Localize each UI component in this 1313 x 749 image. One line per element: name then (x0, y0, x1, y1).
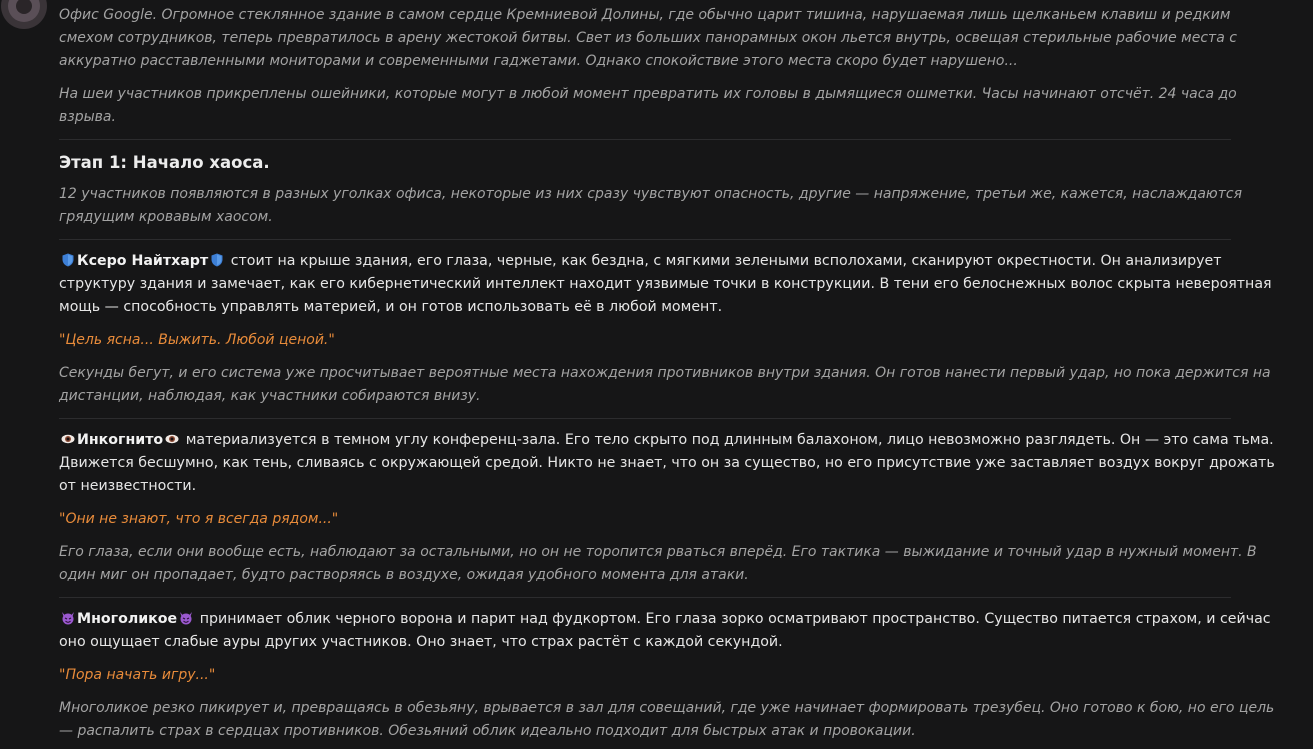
shield-icon (61, 253, 75, 267)
character-action: принимает облик черного ворона и парит над фудкортом. Его глаза зорко осматривают пространство. Существо питается страхом, и сейчас оно ощущает слабые ауры других участников. Оно знает, что страх растёт с каждой секундой. (59, 611, 1271, 650)
eye-icon (61, 432, 75, 446)
stage-title: Этап 1: Начало хаоса. (59, 153, 270, 172)
character-intro (59, 250, 1279, 319)
stage-description: 12 участников появляются в разных уголках офиса, некоторые из них сразу чувствуют опасность, другие — напряжение, третьи же, кажется, наслаждаются грядущим кровавым хаосом. (59, 186, 1242, 225)
shield-icon (210, 253, 224, 267)
avatar[interactable] (1, 0, 47, 29)
eye-icon (165, 432, 179, 446)
character-name: Ксеро Найтхарт (77, 253, 209, 269)
intro-paragraph-2: На шеи участников прикреплены ошейники, которые могут в любой момент превратить их головы в дымящиеся ошметки. Часы начинают отсчёт. 24 часа до взрыва. (59, 86, 1237, 125)
character-quote: "Цель ясна... Выжить. Любой ценой." (59, 332, 335, 348)
character-action: стоит на крыше здания, его глаза, черные, как бездна, с мягкими зелеными всполохами, сканируют окрестности. Он анализирует структуру здания и замечает, как его кибернетический интеллект находит уязвимые точки в конструкции. В тени его белоснежных волос скрыта невероятная мощь — способность управлять материей, и он готов использовать её в любой момент. (59, 253, 1272, 315)
intro-paragraph-1: Офис Google. Огромное стеклянное здание в самом сердце Кремниевой Долины, где обычно царит тишина, нарушаемая лишь щелканьем клавиш и редким смехом сотрудников, теперь превратилось в арену жестокой битвы. Свет из больших панорамных окон льется внутрь, освещая стерильные рабочие места с аккуратно расставленными мониторами и современными гаджетами. Однако спокойствие этого места скоро будет нарушено... (59, 7, 1237, 69)
character-name: Многоликое (77, 611, 178, 627)
character-action: материализуется в темном углу конференц-зала. Его тело скрыто под длинным балахоном, лицо невозможно разглядеть. Он — это сама тьма. Движется бесшумно, как тень, сливаясь с окружающей средой. Никто не знает, что он за существо, но его присутствие уже заставляет воздух вокруг дрожать от неизвестности. (59, 432, 1275, 494)
character-name: Инкогнито (77, 432, 164, 448)
character-narration: Секунды бегут, и его система уже просчитывает вероятные места нахождения противников внутри здания. Он готов нанести первый удар, но пока держится на дистанции, наблюдая, как участники собираются внизу. (59, 365, 1271, 404)
character-narration: Его глаза, если они вообще есть, наблюдают за остальными, но он не торопится рваться вперёд. Его тактика — выжидание и точный удар в нужный момент. В один миг он пропадает, будто растворяясь в воздухе, ожидая удобного момента для атаки. (59, 544, 1257, 583)
character-narration: Многоликое резко пикирует и, превращаясь в обезьяну, врывается в зал для совещаний, где уже начинает формировать трезубец. Оно готово к бою, но его цель — распалить страх в сердцах противников. Обезьяний облик идеально подходит для быстрых атак и провокации. (59, 700, 1275, 739)
devil-icon (179, 611, 193, 625)
devil-icon (61, 611, 75, 625)
character-intro (59, 429, 1279, 498)
character-quote: "Пора начать игру..." (59, 667, 216, 683)
character-intro (59, 608, 1279, 654)
character-quote: "Они не знают, что я всегда рядом..." (59, 511, 339, 527)
chat-message (59, 4, 1279, 749)
